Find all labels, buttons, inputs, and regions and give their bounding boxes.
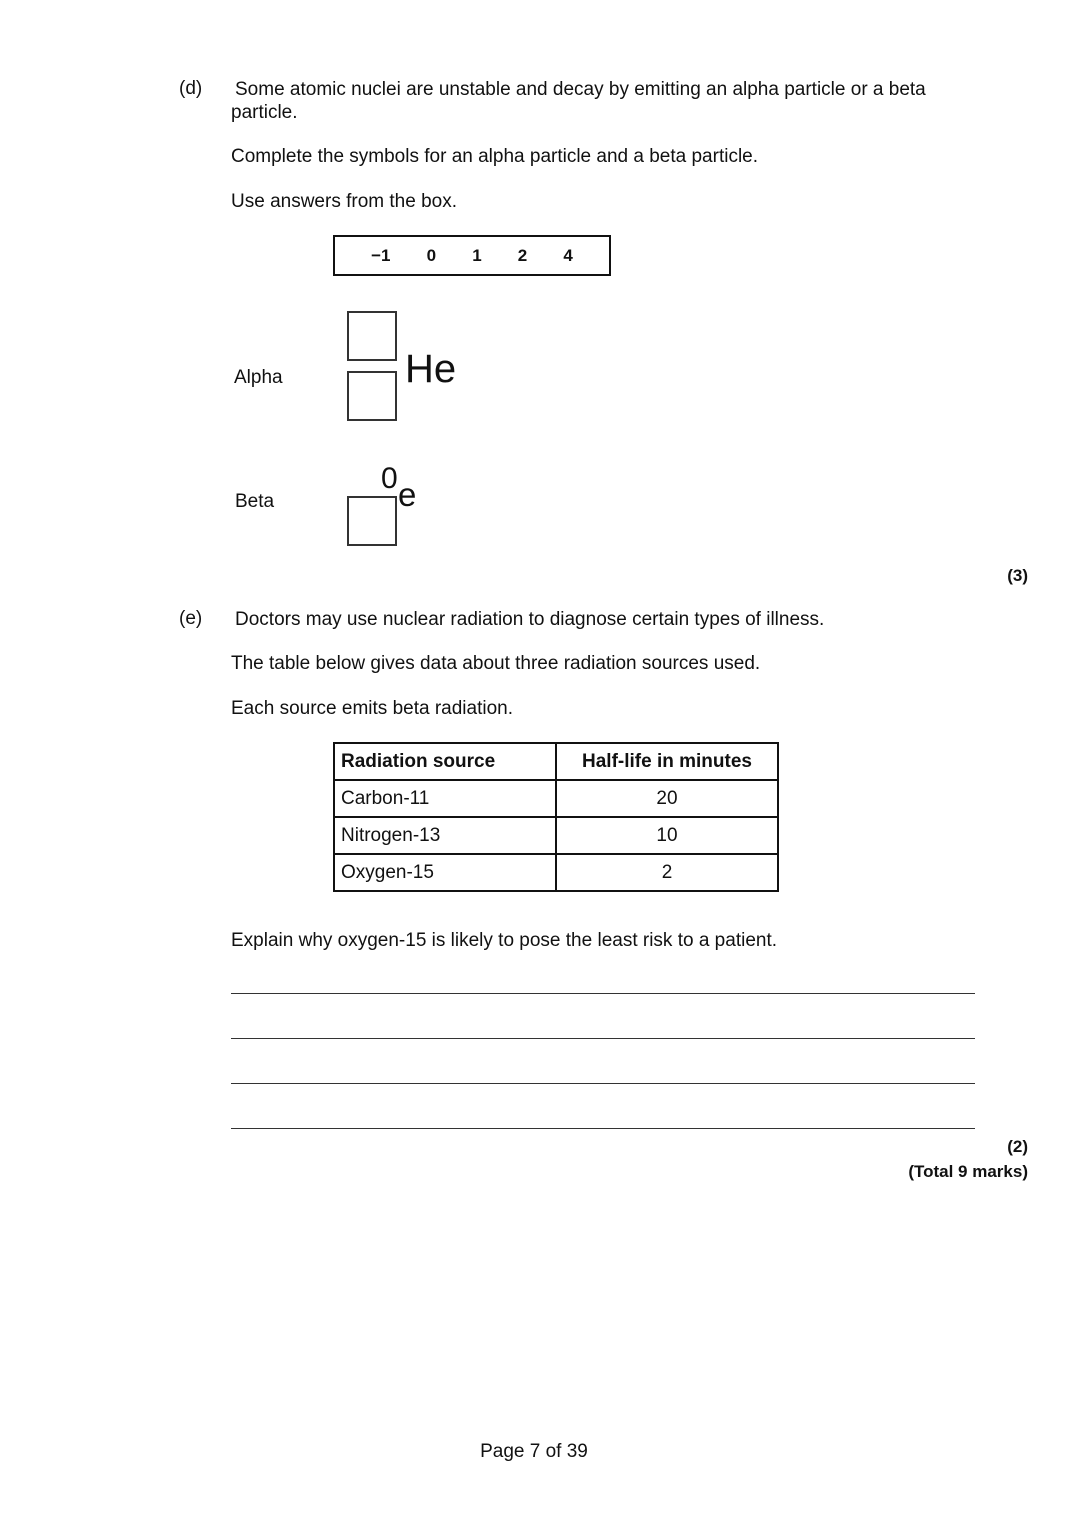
half-life-table — [333, 742, 779, 892]
page-number: Page 7 of 39 — [480, 1441, 588, 1462]
answer-option: 0 — [426, 245, 437, 265]
beta-label: Beta — [235, 491, 275, 512]
table-header: Radiation source — [334, 743, 556, 780]
question-d-line1: Some atomic nuclei are unstable and decay by emitting an alpha particle or a beta — [235, 79, 926, 100]
answer-option: 1 — [472, 245, 482, 265]
question-e-line2: The table below gives data about three radiation sources used. — [231, 653, 761, 674]
answer-options-box — [333, 235, 611, 276]
total-marks: (Total 9 marks) — [908, 1162, 1028, 1181]
alpha-mass-number-box[interactable] — [347, 311, 397, 361]
table-row — [334, 780, 778, 817]
beta-symbol: e — [398, 476, 417, 513]
question-label-d: (d) — [179, 78, 203, 99]
table-cell-source: Nitrogen-13 — [334, 817, 556, 854]
answer-line[interactable] — [231, 1083, 975, 1084]
table-cell-source: Carbon-11 — [334, 780, 556, 817]
marks-e: (2) — [1007, 1137, 1028, 1156]
table-row — [334, 854, 778, 891]
table-cell-half-life: 2 — [556, 854, 778, 891]
answer-line[interactable] — [231, 1038, 975, 1039]
alpha-label: Alpha — [234, 367, 283, 388]
question-label-e: (e) — [179, 608, 203, 629]
alpha-atomic-number-box[interactable] — [347, 371, 397, 421]
beta-mass-number: 0 — [381, 462, 398, 495]
table-header-row — [334, 743, 778, 780]
answer-line[interactable] — [231, 993, 975, 994]
answer-option: 2 — [517, 245, 528, 265]
marks-d: (3) — [1007, 566, 1028, 585]
question-d-line2: particle. — [231, 102, 298, 123]
question-d-instruction2: Use answers from the box. — [231, 191, 457, 212]
answer-option: −1 — [371, 245, 391, 265]
table-header: Half-life in minutes — [556, 743, 778, 780]
table-cell-half-life: 20 — [556, 780, 778, 817]
alpha-symbol: He — [405, 347, 457, 391]
question-e-line1: Doctors may use nuclear radiation to diagnose certain types of illness. — [235, 609, 825, 630]
answer-option: 4 — [563, 245, 573, 265]
answer-line[interactable] — [231, 1128, 975, 1129]
table-cell-source: Oxygen-15 — [334, 854, 556, 891]
question-d-instruction1: Complete the symbols for an alpha particle and a beta particle. — [231, 146, 759, 167]
beta-atomic-number-box[interactable] — [347, 496, 397, 546]
table-row — [334, 817, 778, 854]
table-cell-half-life: 10 — [556, 817, 778, 854]
question-e-line3: Each source emits beta radiation. — [231, 698, 513, 719]
question-e-prompt: Explain why oxygen-15 is likely to pose the least risk to a patient. — [231, 930, 778, 951]
